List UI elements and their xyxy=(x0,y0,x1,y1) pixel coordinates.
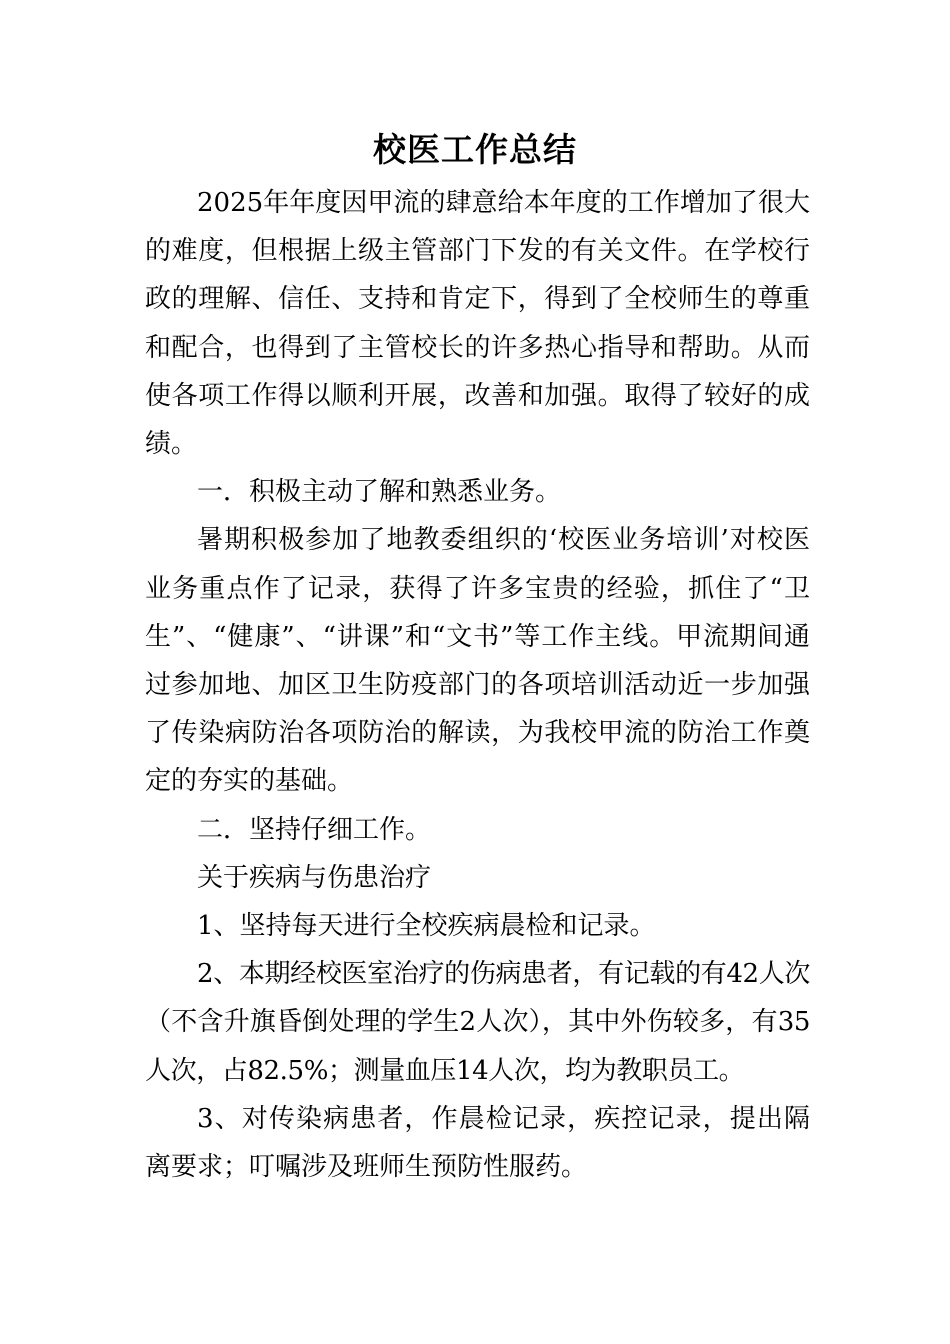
list-item-1: 1、坚持每天进行全校疾病晨检和记录。 xyxy=(197,911,656,942)
list-item-2: 2、本期经校医室治疗的伤病患者，有记载的有42人次（不含升旗昏倒处理的学生2人次），其中外伤较多，有35人次，占82.5%；测量血压14人次，均为教职员工。 xyxy=(145,959,810,1086)
section-heading-1: 一．积极主动了解和熟悉业务。 xyxy=(197,477,562,508)
document-title: 校医工作总结 xyxy=(373,130,577,169)
paragraph-intro: 2025年年度因甲流的肆意给本年度的工作增加了很大的难度，但根据上级主管部门下发的有关文件。在学校行政的理解、信任、支持和肯定下，得到了全校师生的尊重和配合，也得到了主管校长的许多热心指导和帮助。从而使各项工作得以顺利开展，改善和加强。取得了较好的成绩。 xyxy=(145,188,810,460)
list-item-3: 3、对传染病患者，作晨检记录，疾控记录，提出隔离要求；叮嘱涉及班师生预防性服药。 xyxy=(145,1103,810,1183)
paragraph-training: 暑期积极参加了地教委组织的‘校医业务培训’对校医业务重点作了记录，获得了许多宝贵的经验，抓住了“卫生”、“健康”、“讲课”和“文书”等工作主线。甲流期间通过参加地、加区卫生防疫部门的各项培训活动近一步加强了传染病防治各项防治的解读，为我校甲流的防治工作奠定的夯实的基础。 xyxy=(145,525,810,797)
subheading-treatment: 关于疾病与伤患治疗 xyxy=(197,862,432,893)
section-heading-2: 二．坚持仔细工作。 xyxy=(197,814,432,845)
document-body xyxy=(145,179,810,1191)
